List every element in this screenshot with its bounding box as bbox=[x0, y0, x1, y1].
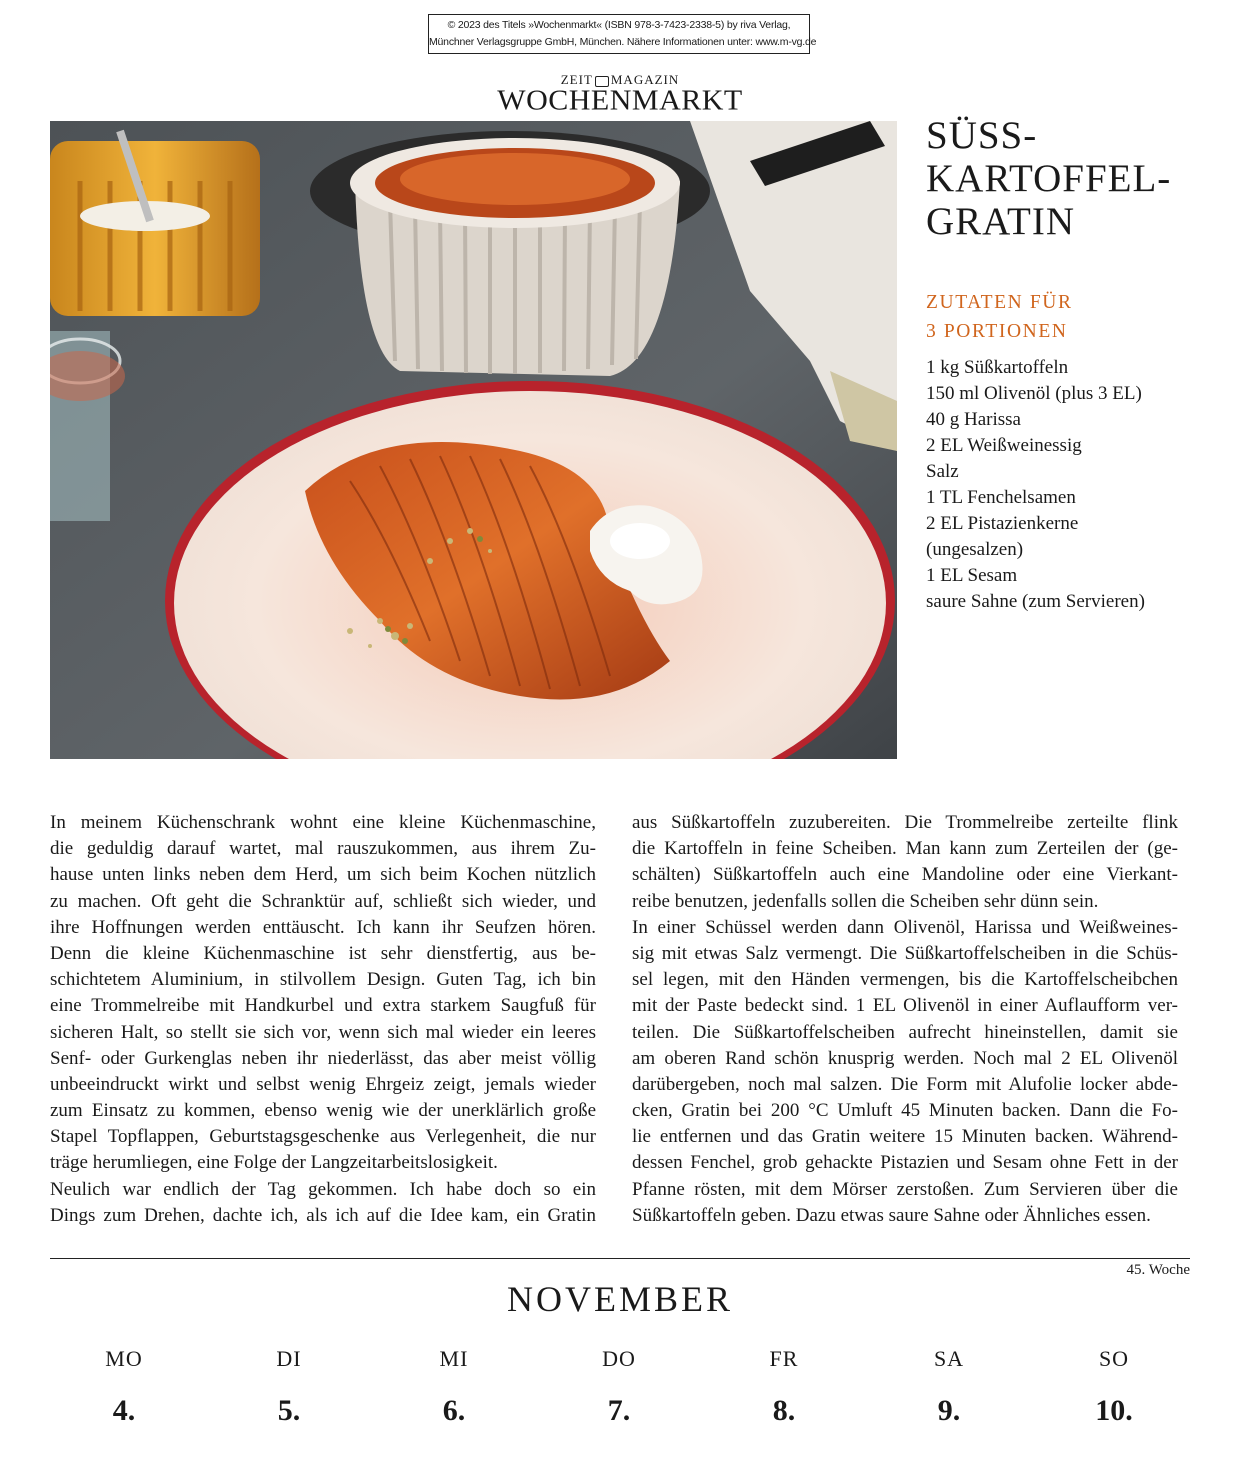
text-line: Neulich war endlich der Tag gekommen. Ich habe doch so ein bbox=[50, 1178, 596, 1200]
day-name: DI bbox=[276, 1346, 302, 1371]
day-name: MI bbox=[439, 1346, 469, 1371]
ingredients-list bbox=[926, 355, 1226, 615]
text-line: cken, Gratin bei 200 °C Umluft 45 Minuten backen. Dann die Fo- bbox=[632, 1100, 1178, 1122]
text-line: teilen. Die Süßkartoffelscheiben aufrecht hineinstellen, damit sie bbox=[632, 1021, 1178, 1043]
calendar-day bbox=[724, 1346, 844, 1428]
text-line: Süßkartoffeln geben. Dazu etwas saure Sahne oder Ähnliches essen. bbox=[632, 1204, 1151, 1226]
calendar-day bbox=[1054, 1346, 1174, 1428]
text-line: schichtetem Aluminium, in stilvollem Design. Guten Tag, ich bin bbox=[50, 969, 596, 991]
day-date: 9. bbox=[937, 1394, 961, 1427]
ingredients-heading-line: 3 PORTIONEN bbox=[926, 321, 1068, 342]
text-line: Pfanne rösten, mit dem Mörser zerstoßen. Zum Servieren über die bbox=[632, 1178, 1178, 1200]
text-line: darübergeben, noch mal salzen. Die Form mit Alufolie locker abde- bbox=[632, 1073, 1178, 1095]
calendar-day bbox=[889, 1346, 1009, 1428]
ingredient-item: Salz bbox=[926, 461, 959, 482]
copyright-line-1: © 2023 des Titels »Wochenmarkt« (ISBN 978-3-7423-2338-5) by riva Verlag, bbox=[447, 19, 791, 31]
text-line: In einer Schüssel werden dann Olivenöl, Harissa und Weißweines- bbox=[632, 916, 1178, 938]
text-line: die Kartoffeln in feine Scheiben. Man kann zum Zerteilen der (ge- bbox=[632, 838, 1178, 860]
calendar-day bbox=[229, 1346, 349, 1428]
logo-magazin: MAGAZIN bbox=[610, 72, 680, 87]
ingredients-heading-line: ZUTATEN FÜR bbox=[926, 292, 1073, 313]
body-text-left-column bbox=[50, 810, 596, 1229]
copyright-notice bbox=[428, 14, 817, 54]
text-line: zum Einsatz zu kommen, ebenso wenig wie der unerklärlich große bbox=[50, 1100, 596, 1122]
day-date: 5. bbox=[277, 1394, 301, 1427]
recipe-title bbox=[926, 114, 1226, 243]
text-line: schälten) Süßkartoffeln auch eine Mandoline oder eine Vierkant- bbox=[632, 864, 1178, 886]
text-line: hause unten links neben dem Herd, um sich beim Kochen nützlich bbox=[50, 864, 596, 886]
calendar-divider bbox=[50, 1258, 1190, 1259]
day-name: SA bbox=[933, 1346, 965, 1371]
text-line: Senf- oder Gurkenglas neben ihr niederlässt, das aber meist völlig bbox=[50, 1047, 596, 1069]
text-line: dessen Fenchel, grob gehackte Pistazien und Sesam ohne Fett in der bbox=[632, 1152, 1178, 1174]
logo-zeit: ZEIT bbox=[560, 72, 593, 87]
ingredient-item: 2 EL Weißweinessig bbox=[926, 435, 1082, 456]
calendar-day bbox=[64, 1346, 184, 1428]
ingredient-item: 40 g Harissa bbox=[926, 409, 1021, 430]
body-text-right-column bbox=[632, 810, 1178, 1229]
ingredient-item: saure Sahne (zum Servieren) bbox=[926, 591, 1145, 612]
ingredient-item: 1 TL Fenchelsamen bbox=[926, 487, 1076, 508]
text-line: die geduldig darauf wartet, mal rauszukommen, aus ihrem Zu- bbox=[50, 838, 596, 860]
text-line: reibe benutzen, jedenfalls sollen die Scheiben sehr dünn sein. bbox=[632, 890, 1099, 912]
day-name: DO bbox=[602, 1346, 636, 1371]
text-line: Stapel Topflappen, Geburtstagsgeschenke aus Verlegenheit, die nur bbox=[50, 1126, 596, 1148]
ingredient-item: 1 EL Sesam bbox=[926, 565, 1018, 586]
text-line: unbeeindruckt wirkt und selbst wenig Ehrgeiz zeigt, jemals wieder bbox=[50, 1073, 596, 1095]
text-line: lie entfernen und das Gratin weitere 15 Minuten backen. Während- bbox=[632, 1126, 1178, 1148]
text-line: eine Trommelreibe mit Handkurbel und extra starkem Saugfuß für bbox=[50, 995, 596, 1017]
text-line: zu machen. Oft geht die Schranktür auf, schließt sich wieder, und bbox=[50, 890, 596, 912]
recipe-photo bbox=[50, 121, 897, 759]
ingredients-heading bbox=[926, 288, 1226, 346]
day-name: MO bbox=[105, 1346, 143, 1371]
day-date: 8. bbox=[772, 1394, 796, 1427]
text-line: sel legen, mit den Händen vermengen, bis die Kartoffelscheibchen bbox=[632, 969, 1178, 991]
copyright-line-2: Münchner Verlagsgruppe GmbH, München. Nähere Informationen unter: www.m-vg.de bbox=[429, 36, 817, 48]
ingredient-item: 150 ml Olivenöl (plus 3 EL) bbox=[926, 383, 1142, 404]
text-line: träge herumliegen, eine Folge der Langzeitarbeitslosigkeit. bbox=[50, 1152, 498, 1174]
text-line: In meinem Küchenschrank wohnt eine kleine Küchenmaschine, bbox=[50, 812, 596, 833]
logo-wochenmarkt: WOCHENMARKT bbox=[497, 84, 743, 117]
text-line: sig mit etwas Salz vermengt. Die Süßkartoffelscheiben in die Schüs- bbox=[632, 942, 1178, 964]
day-date: 10. bbox=[1095, 1394, 1133, 1427]
calendar-day bbox=[559, 1346, 679, 1428]
day-date: 7. bbox=[607, 1394, 631, 1427]
text-line: Dings zum Drehen, dachte ich, als ich auf die Idee kam, ein Gratin bbox=[50, 1204, 596, 1226]
text-line: Denn die kleine Küchenmaschine ist sehr dienstfertig, aus be- bbox=[50, 942, 596, 964]
text-line: aus Süßkartoffeln zuzubereiten. Die Trommelreibe zerteilte flink bbox=[632, 812, 1178, 833]
ingredient-item: (ungesalzen) bbox=[926, 539, 1024, 560]
text-line: sicheren Halt, so stellt sie sich vor, wenn sich mal wieder ein leeres bbox=[50, 1021, 596, 1043]
text-line: ihre Hoffnungen werden enttäuscht. Ich kann ihr Seufzen hören. bbox=[50, 916, 596, 938]
day-name: FR bbox=[769, 1346, 799, 1371]
day-date: 4. bbox=[112, 1394, 136, 1427]
recipe-title-line: SÜSS- bbox=[926, 114, 1038, 157]
day-name: SO bbox=[1098, 1346, 1130, 1371]
text-line: mit der Paste bedeckt sind. 1 EL Olivenöl in einer Auflaufform ver- bbox=[632, 995, 1178, 1017]
ingredient-item: 1 kg Süßkartoffeln bbox=[926, 357, 1069, 378]
recipe-title-line: GRATIN bbox=[926, 200, 1075, 243]
month-title: NOVEMBER bbox=[506, 1279, 733, 1319]
day-date: 6. bbox=[442, 1394, 466, 1427]
recipe-title-line: KARTOFFEL- bbox=[926, 157, 1172, 200]
text-line: am oberen Rand schön knusprig werden. Noch mal 2 EL Olivenöl bbox=[632, 1047, 1178, 1069]
calendar-day bbox=[394, 1346, 514, 1428]
week-number: 45. Woche bbox=[1126, 1262, 1190, 1278]
ingredient-item: 2 EL Pistazienkerne bbox=[926, 513, 1079, 534]
